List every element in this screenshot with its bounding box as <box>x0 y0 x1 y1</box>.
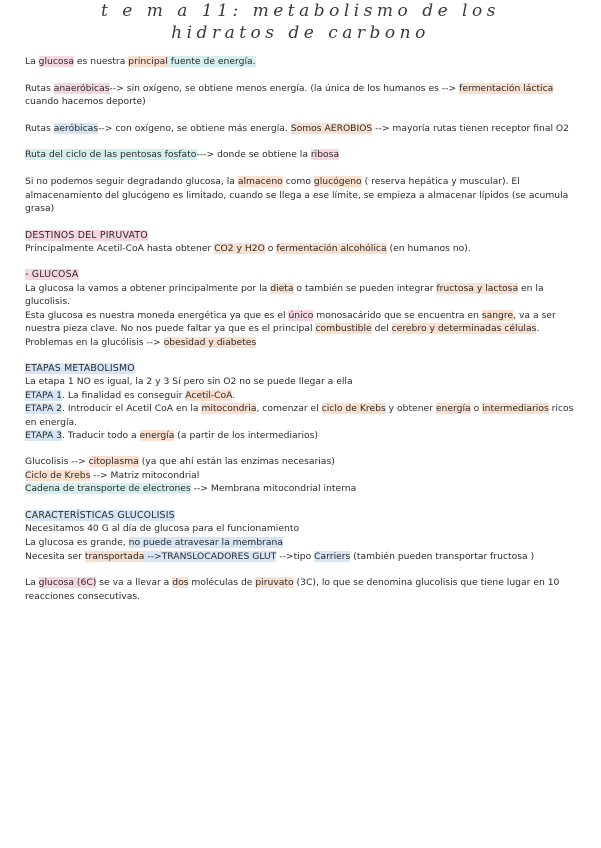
intro-paragraph-2 <box>25 82 577 109</box>
text: o <box>264 243 277 255</box>
text: -->tipo <box>276 550 315 562</box>
text: . Problemas en la glucólisis --> <box>25 323 540 348</box>
section-heading-caracteristicas: CARACTERÍSTICAS GLUCOLISIS <box>25 509 175 521</box>
text: (3C), lo que se denomina glucolisis que tiene lugar en 10 reacciones consecutivas. <box>25 577 560 602</box>
text: se va a llevar a <box>96 577 173 589</box>
text: , comenzar el <box>256 403 322 415</box>
text: Rutas <box>25 122 54 134</box>
highlight: no puede atravesar la membrana <box>128 537 283 549</box>
highlight: ETAPA 3 <box>25 430 62 442</box>
caracteristicas-section <box>25 509 577 563</box>
text: Rutas <box>25 82 54 94</box>
glucosa-section <box>25 268 577 350</box>
intro-paragraph-1 <box>25 55 577 69</box>
highlight: CO2 y H2O <box>214 243 265 255</box>
text: La glucosa la vamos a obtener principalmente por la <box>25 282 271 294</box>
text: (en humanos no). <box>386 243 471 255</box>
section-heading-glucosa: - GLUCOSA <box>25 268 79 280</box>
text: . La finalidad es conseguir <box>62 389 186 401</box>
etapas-section <box>25 362 577 444</box>
highlight: aeróbicas <box>53 122 99 134</box>
text: --> Membrana mitocondrial interna <box>190 483 357 495</box>
text: . <box>232 389 236 401</box>
highlight: Carriers <box>314 550 351 562</box>
highlight: sangre <box>481 309 514 321</box>
intro-paragraph-3 <box>25 122 577 136</box>
highlight: anaeróbicas <box>53 82 110 94</box>
section-heading-etapas: ETAPAS METABOLISMO <box>25 362 135 374</box>
text: Principalmente Acetil-CoA hasta obtener <box>25 243 215 255</box>
text: ricos en energía. <box>25 403 574 428</box>
highlight: Somos AEROBIOS <box>290 122 373 134</box>
text: La <box>25 577 39 589</box>
highlight: energía <box>435 403 471 415</box>
intro-paragraph-5 <box>25 175 577 216</box>
highlight: citoplasma <box>88 456 139 468</box>
text: es nuestra <box>73 56 129 67</box>
text: La etapa 1 NO es igual, la 2 y 3 Sí pero sin O2 no se puede llegar a ella <box>25 376 353 388</box>
text: monosacárido que se encuentra en <box>313 309 482 321</box>
highlight: fermentación alcohólica <box>276 243 387 255</box>
text: o también se pueden integrar <box>293 282 437 294</box>
highlight: combustible <box>315 323 372 335</box>
text: --> Matriz mitocondrial <box>90 469 200 481</box>
text: ( reserva hepática y muscular). El almacenamiento del glucógeno es limitado, cuando se llega a ese límite, se empieza a almacenar lípidos (se acumula grasa) <box>25 175 569 215</box>
text: o <box>470 403 483 415</box>
text: en la glucolisis. <box>25 282 544 308</box>
page-title-line-2: hidratos de carbono <box>171 23 430 43</box>
highlight: transportada <box>84 550 145 562</box>
text: La glucosa es grande, <box>25 537 129 549</box>
section-heading-piruvato: DESTINOS DEL PIRUVATO <box>25 229 148 241</box>
highlight: Ciclo de Krebs <box>25 469 91 481</box>
text: Esta glucosa es nuestra moneda energética ya que es el <box>25 309 289 321</box>
highlight: dos <box>172 577 189 589</box>
text: --> mayoría rutas tienen receptor final O2 <box>372 122 569 134</box>
text: cuando hacemos deporte) <box>25 96 146 108</box>
final-paragraph <box>25 576 577 603</box>
highlight: cerebro y determinadas células <box>391 323 537 335</box>
localizacion-section <box>25 455 577 496</box>
text: (ya que ahí están las enzimas necesarias) <box>138 456 335 468</box>
text: ---> donde se obtiene la <box>196 149 311 161</box>
text: . Traducir todo a <box>62 430 140 442</box>
intro-paragraph-4 <box>25 148 577 162</box>
highlight: fermentación láctica <box>459 82 554 94</box>
piruvato-section <box>25 229 577 256</box>
highlight: Ruta del ciclo de las pentosas fosfato <box>25 149 197 161</box>
highlight: Acetil-CoA <box>185 389 233 401</box>
text: (a partir de los intermediarios) <box>174 430 319 442</box>
highlight: glucosa (6C) <box>38 577 97 589</box>
highlight: almaceno <box>237 175 283 187</box>
highlight: dieta <box>270 282 294 294</box>
text: --> con oxígeno, se obtiene más energía. <box>98 122 291 134</box>
text: La <box>25 56 39 67</box>
text: --> sin oxígeno, se obtiene menos energía. (la única de los humanos es --> <box>109 82 460 94</box>
text: Glucolisis --> <box>25 456 89 468</box>
highlight: energía <box>139 430 175 442</box>
notes-content <box>25 55 577 616</box>
highlight: Cadena de transporte de electrones <box>25 483 191 495</box>
highlight: fuente de energía. <box>167 56 256 67</box>
text: Necesita ser <box>25 550 85 562</box>
highlight: ETAPA 1 <box>25 389 62 401</box>
text: (también pueden transportar fructosa ) <box>350 550 535 562</box>
text: , va a ser nuestra pieza clave. No nos puede faltar ya que es el principal <box>25 309 556 335</box>
page-title-line-1: t e m a 11: metabolismo de los <box>101 1 500 21</box>
highlight: ciclo de Krebs <box>321 403 386 415</box>
highlight: fructosa y lactosa <box>436 282 519 294</box>
text: Necesitamos 40 G al día de glucosa para el funcionamiento <box>25 523 300 535</box>
highlight: mitocondria <box>201 403 257 415</box>
highlight: -->TRANSLOCADORES GLUT <box>144 550 277 562</box>
highlight: ETAPA 2 <box>25 403 62 415</box>
highlight: único <box>288 309 314 321</box>
text: moléculas de <box>188 577 256 589</box>
highlight: glucosa <box>38 56 74 67</box>
text: . Introducir el Acetil CoA en la <box>62 403 202 415</box>
text: del <box>371 323 392 335</box>
highlight: ribosa <box>310 149 340 161</box>
text: como <box>282 175 314 187</box>
text: Si no podemos seguir degradando glucosa, la <box>25 175 238 187</box>
highlight: intermediarios <box>482 403 549 415</box>
highlight: glucógeno <box>313 175 362 187</box>
text: y obtener <box>385 403 436 415</box>
highlight: obesidad y diabetes <box>163 336 257 348</box>
highlight: principal <box>128 56 168 67</box>
highlight: piruvato <box>255 577 294 589</box>
